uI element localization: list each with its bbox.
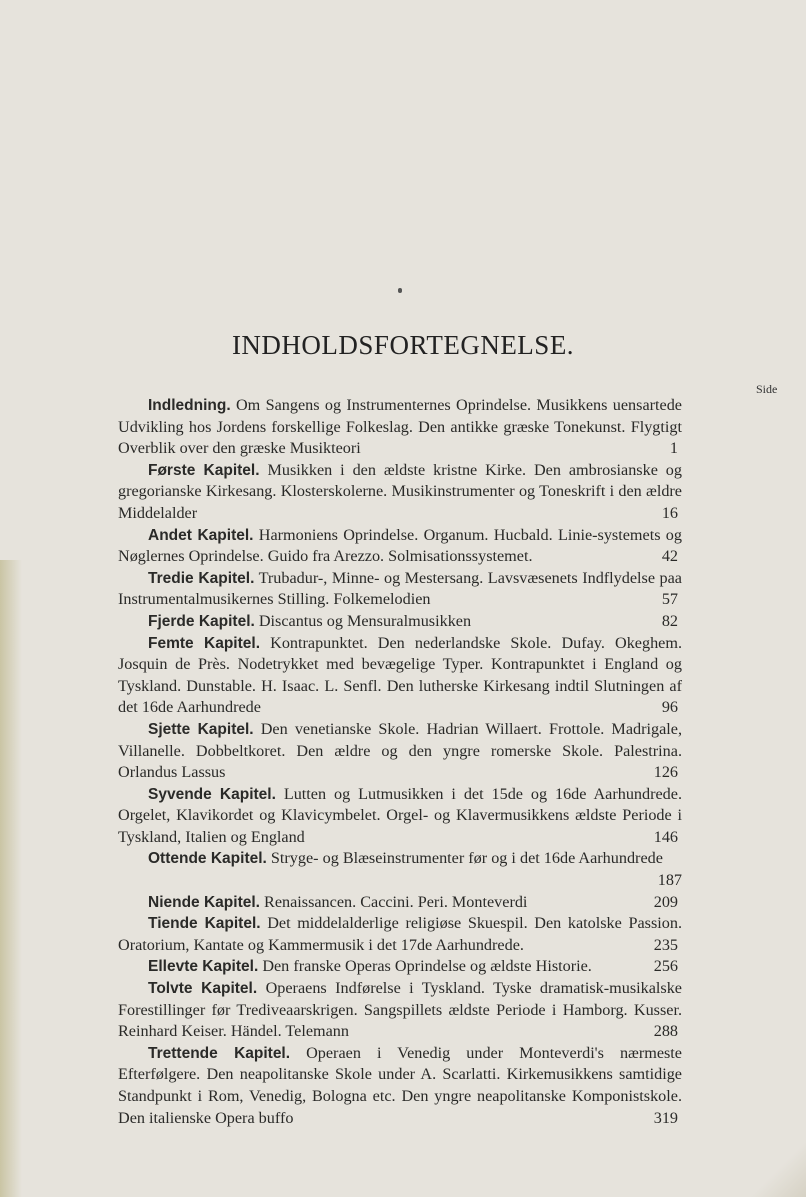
leader-wrap (430, 589, 678, 611)
chapter-description: Operaens Indførelse i Tyskland. Tyske dramatisk-musikalske Forestillinger før Trediveaarskrigen. Sangspillets ældste Periode i Hamborg. Kusser. Reinhard Keiser. Händel. Telemann (118, 979, 682, 1041)
toc-entry (118, 460, 682, 525)
page-number: 256 (653, 957, 678, 976)
toc-entry-body (118, 978, 682, 1043)
toc-entry-body (118, 784, 682, 849)
page-corner (746, 1117, 806, 1197)
chapter-heading: Første Kapitel. (148, 461, 260, 479)
page-number: 126 (653, 763, 678, 782)
page-edge-stain (0, 560, 22, 1197)
chapter-description: Den franske Operas Oprindelse og ældste Historie. (258, 957, 592, 976)
page-number: 82 (661, 611, 678, 630)
chapter-description: Den venetianske Skole. Hadrian Willaert. Frottole. Madrigale, Villanelle. Dobbeltkoret. Den ældre og den yngre romerske Skole. Palestrina. Orlandus Lassus (118, 719, 683, 782)
toc-entry-body (118, 719, 682, 784)
chapter-heading: Trettende Kapitel. (148, 1044, 291, 1062)
ink-speck (398, 288, 402, 293)
page-title: INDHOLDSFORTEGNELSE. (231, 330, 575, 360)
toc-entry (118, 784, 682, 849)
page-number: 187 (657, 871, 682, 890)
toc-entry-body (118, 848, 682, 891)
toc-entry (118, 848, 682, 891)
leader-wrap (225, 762, 678, 784)
leader-wrap (361, 438, 678, 460)
chapter-heading: Femte Kapitel. (148, 634, 261, 652)
toc-entry (118, 568, 682, 611)
leader-wrap (293, 1108, 678, 1130)
leader-wrap (471, 611, 678, 633)
chapter-heading: Tolvte Kapitel. (148, 980, 258, 998)
leader-wrap (527, 892, 678, 914)
leader-wrap (118, 870, 682, 892)
chapter-heading: Ellevte Kapitel. (148, 958, 259, 976)
toc-entry-body (118, 568, 682, 611)
toc-entry-body (118, 525, 682, 568)
toc-entry (118, 611, 682, 633)
side-column-label: Side (756, 382, 778, 396)
toc-entry (118, 892, 682, 914)
chapter-heading: Tredie Kapitel. (148, 569, 255, 587)
toc-entry-body (118, 913, 682, 956)
toc-entry (118, 395, 682, 460)
chapter-description: Renaissancen. Caccini. Peri. Monteverdi (259, 892, 528, 911)
leader-wrap (533, 546, 679, 568)
leader-wrap (261, 697, 678, 719)
chapter-heading: Tiende Kapitel. (148, 915, 261, 933)
toc-entry-body (118, 460, 682, 525)
leader-wrap (524, 935, 678, 957)
toc-entry-body (118, 633, 682, 719)
toc-entry (118, 719, 682, 784)
chapter-heading: Ottende Kapitel. (148, 850, 267, 868)
chapter-heading: Indledning. (148, 397, 231, 414)
leader-wrap (592, 956, 678, 978)
chapter-heading: Niende Kapitel. (148, 893, 260, 911)
chapter-description: Musikken i den ældste kristne Kirke. Den ambrosianske og gregorianske Kirkesang. Klosterskolerne. Musikinstrumenter og Toneskrift i den ældre Middelalder (118, 460, 682, 522)
chapter-heading: Syvende Kapitel. (148, 785, 276, 803)
chapter-heading: Fjerde Kapitel. (148, 612, 255, 630)
chapter-description: Om Sangens og Instrumenternes Oprindelse. Musikkens uensartede Udvikling hos Jordens forskellige Folkeslag. Den antikke græske Tonekunst. Flygtigt Overblik over den græske Musikteori (118, 396, 682, 458)
chapter-description: Det middelalderlige religiøse Skuespil. Den katolske Passion. Oratorium, Kantate og Kammermusik i det 17de Aarhundrede. (118, 914, 682, 954)
page-number: 1 (669, 439, 678, 458)
chapter-description: Kontrapunktet. Den nederlandske Skole. Dufay. Okeghem. Josquin de Près. Nodetrykket med bevægelige Typer. Kontrapunktet i England og Tyskland. Dunstable. H. Isaac. L. Senfl. Den lutherske Kirkesang indtil Slutningen af det 16de Aarhundrede (118, 633, 682, 717)
chapter-description: Harmoniens Oprindelse. Organum. Hucbald. Linie-systemets og Nøglernes Oprindelse. Guido fra Arezzo. Solmisationssystemet. (118, 525, 682, 566)
page-number: 319 (653, 1108, 678, 1127)
chapter-heading: Sjette Kapitel. (148, 720, 254, 738)
toc-entry-body (118, 892, 682, 914)
page-number: 288 (653, 1022, 678, 1041)
page-number: 16 (661, 503, 678, 522)
page-number: 146 (653, 827, 678, 846)
toc-entry (118, 913, 682, 956)
chapter-description: Lutten og Lutmusikken i det 15de og 16de Aarhundrede. Orgelet, Klavikordet og Klavicymbelet. Orgel- og Klavermusikkens ældste Periode i Tyskland, Italien og England (118, 784, 683, 846)
leader-wrap (197, 503, 678, 525)
chapter-description: Operaen i Venedig under Monteverdi's nærmeste Efterfølgere. Den neapolitanske Skole under A. Scarlatti. Kirkemusikkens samtidige Standpunkt i Rom, Venedig, Bologna etc. Den yngre neapolitanske Komponistskole. Den italienske Opera buffo (118, 1043, 682, 1127)
toc-entry (118, 633, 682, 719)
toc-entry (118, 978, 682, 1043)
chapter-heading: Andet Kapitel. (148, 526, 254, 544)
page-number: 42 (661, 547, 678, 566)
toc-entry-body (118, 395, 682, 460)
leader-wrap (349, 1021, 678, 1043)
toc-entry (118, 1043, 682, 1129)
toc-entry-body (118, 1043, 682, 1129)
toc-entry (118, 525, 682, 568)
page-number: 209 (653, 892, 678, 911)
page-number: 235 (653, 935, 678, 954)
toc-entry-body (118, 956, 682, 978)
page-number: 96 (661, 698, 678, 717)
table-of-contents (118, 395, 682, 1129)
page-number: 57 (661, 590, 678, 609)
toc-entry-body (118, 611, 682, 633)
chapter-description: Stryge- og Blæseinstrumenter før og i det 16de Aarhundrede (266, 849, 663, 868)
toc-entry (118, 956, 682, 978)
leader-wrap (305, 827, 678, 849)
chapter-description: Trubadur-, Minne- og Mestersang. Lavsvæsenets Indflydelse paa Instrumentalmusikernes Stilling. Folkemelodien (118, 568, 682, 609)
chapter-description: Discantus og Mensuralmusikken (254, 611, 472, 630)
